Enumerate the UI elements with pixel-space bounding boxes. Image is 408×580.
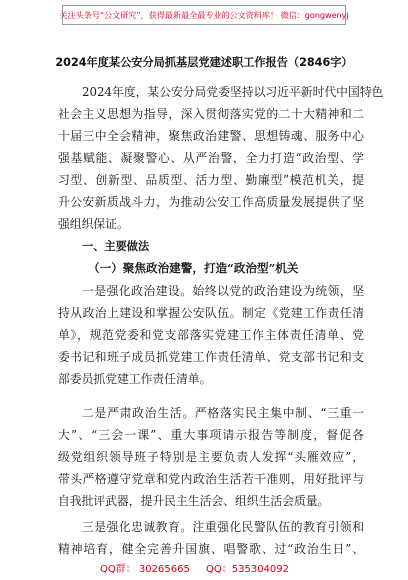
intro-line: 十届三中全会精神，聚焦政治建警、思想铸魂、服务中心 xyxy=(58,129,364,143)
intro-line: 社会主义思想为指导，深入贯彻落实党的二十大精神和二 xyxy=(58,107,364,121)
intro-line: 强基赋能、凝聚警心、从严治警，全力打造“政治型、学 xyxy=(58,151,364,165)
paragraph-line: 单》，规范党委和党支部落实党建工作主体责任清单、党 xyxy=(58,328,364,342)
intro-line: 升公安新质战斗力，为推动公安工作高质量发展提供了坚 xyxy=(58,195,364,209)
paragraph-line: 一是强化政治建设。始终以党的政治建设为统领，坚 xyxy=(82,284,364,298)
paragraph-line: 自我批评武器，提升民主生活会、组织生活会质量。 xyxy=(58,494,330,508)
intro-line: 强组织保证。 xyxy=(58,217,129,231)
paragraph-line: 二是严肃政治生活。严格落实民主集中制、“三重一 xyxy=(82,406,364,420)
paragraph-line: 三是强化忠诚教育。注重强化民警队伍的教育引领和 xyxy=(82,520,364,534)
paragraph-line: 级党组织领导班子特别是主要负责人发挥“头雁效应”， xyxy=(58,450,364,464)
section-heading: 一、主要做法 xyxy=(82,240,150,253)
document-title: 2024年度某公安分局抓基层党建述职工作报告（2846字） xyxy=(55,56,353,69)
paragraph-line: 部委员抓党建工作责任清单。 xyxy=(58,372,212,386)
paragraph-line: 大”、“三会一课”、重大事项请示报告等制度，督促各 xyxy=(58,428,364,442)
intro-line: 习型、创新型、品质型、活力型、勤廉型”模范机关，提 xyxy=(58,173,364,187)
qq-group-number: QQ群： 30265665 xyxy=(100,564,190,575)
paragraph-line: 委书记和班子成员抓党建工作责任清单、党支部书记和支 xyxy=(58,350,364,364)
paragraph-line: 带头严格遵守党章和党内政治生活若干准则，用好批评与 xyxy=(58,472,364,486)
paragraph-line: 持从政治上建设和掌握公安队伍。制定《党建工作责任清 xyxy=(58,306,364,320)
subsection-heading: （一）聚焦政治建警，打造“政治型”机关 xyxy=(88,261,299,275)
intro-line: 2024年度，某公安分局党委坚持以习近平新时代中国特色 xyxy=(82,85,384,99)
qq-number: QQ：535304092 xyxy=(206,564,290,575)
paragraph-line: 精神培育，健全完善升国旗、唱警歌、过“政治生日”、 xyxy=(58,542,364,556)
header-banner: 关注头条号“公文研究”，获得最新最全最专业的公文资料库！ 微信：gongwenyj xyxy=(62,5,346,25)
